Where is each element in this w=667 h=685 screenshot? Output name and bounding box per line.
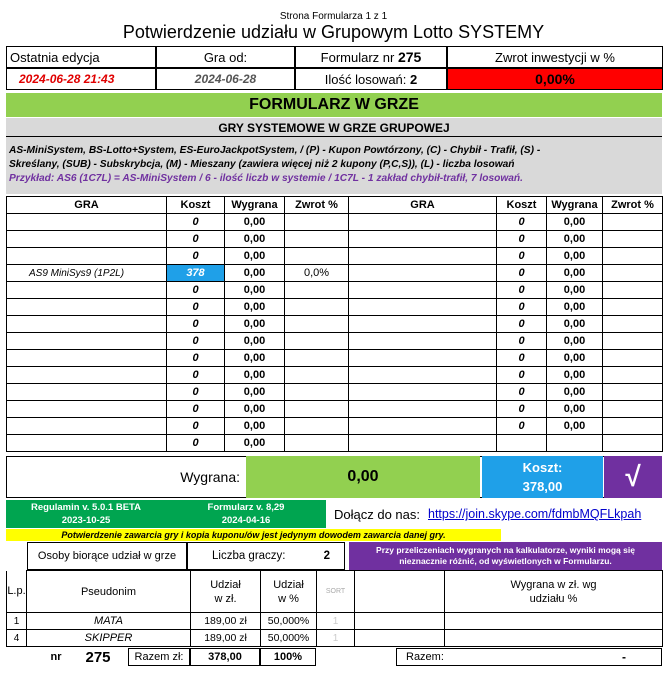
game-roi [285, 384, 349, 401]
game-win: 0,00 [547, 248, 603, 265]
game-cost: 0 [167, 418, 225, 435]
game-win: 0,00 [547, 333, 603, 350]
game-win: 0,00 [225, 418, 285, 435]
razem-zl-value: 378,00 [190, 648, 260, 666]
table-header-row [349, 197, 663, 214]
game-win: 0,00 [225, 299, 285, 316]
last-edit-value: 2024-06-28 21:43 [6, 68, 156, 90]
check-icon: √ [604, 456, 662, 498]
game-cost: 0 [167, 384, 225, 401]
games-table-left [6, 196, 349, 452]
table-row [349, 367, 663, 384]
table-row [7, 299, 349, 316]
players-label: Liczba graczy: [212, 550, 286, 562]
cost-box [482, 456, 603, 498]
game-from-value: 2024-06-28 [156, 68, 295, 90]
table-row [349, 418, 663, 435]
game-name [349, 384, 497, 401]
game-roi [603, 333, 663, 350]
game-cost: 0 [497, 265, 547, 282]
game-name [7, 214, 167, 231]
formularz-badge[interactable] [166, 500, 326, 528]
member-blank [355, 630, 445, 647]
table-row [7, 418, 349, 435]
game-cost: 0 [167, 333, 225, 350]
game-cost: 0 [167, 435, 225, 452]
game-name [349, 231, 497, 248]
game-roi [285, 282, 349, 299]
game-win: 0,00 [547, 384, 603, 401]
nr-label: nr [50, 651, 62, 663]
member-share-zl: 189,00 zł [191, 630, 261, 647]
game-roi [285, 299, 349, 316]
formularz-line-1: Formularz v. 8,29 [207, 502, 285, 513]
page-title: Potwierdzenie udziału w Grupowym Lotto SYSTEMY [122, 21, 545, 42]
razem-zl-label: Razem zł: [128, 648, 190, 666]
section-title: GRY SYSTEMOWE W GRZE GRUPOWEJ [6, 119, 662, 137]
game-cost: 0 [167, 299, 225, 316]
persons-label: Osoby biorące udział w grze [27, 542, 187, 570]
legend-example: Przykład: AS6 (1C7L) = AS-MiniSystem / 6 - ilość liczb w systemie / 1C7L - 1 zakład chybił-trafił, 7 losowań. [9, 173, 523, 184]
table-row [7, 401, 349, 418]
game-name [7, 418, 167, 435]
header-pseudonim: Pseudonim [27, 571, 191, 613]
game-roi [603, 350, 663, 367]
game-roi [603, 299, 663, 316]
game-win: 0,00 [547, 316, 603, 333]
legend-line-1: AS-MiniSystem, BS-Lotto+System, ES-EuroJackpotSystem, / (P) - Kupon Powtórzony, (C) - Chybił - Trafił, (S) - [9, 145, 541, 156]
game-win: 0,00 [225, 214, 285, 231]
draws-cell [295, 68, 447, 90]
game-win: 0,00 [225, 367, 285, 384]
win-label: Wygrana: [180, 469, 240, 485]
game-name [349, 265, 497, 282]
game-roi [603, 248, 663, 265]
game-roi [603, 316, 663, 333]
last-edit-label: Ostatnia edycja [6, 46, 156, 68]
game-name [7, 367, 167, 384]
game-win: 0,00 [547, 282, 603, 299]
game-cost: 378 [167, 265, 225, 282]
members-table [6, 570, 663, 647]
table-row [349, 401, 663, 418]
table-row [7, 435, 349, 452]
form-nr-label: Formularz nr [320, 49, 395, 65]
table-row [349, 333, 663, 350]
table-row [7, 282, 349, 299]
game-name [349, 418, 497, 435]
table-row-empty [349, 435, 663, 452]
game-cost: 0 [497, 316, 547, 333]
game-name [349, 282, 497, 299]
join-label: Dołącz do nas: [334, 506, 420, 522]
game-cost: 0 [167, 282, 225, 299]
game-cost: 0 [497, 367, 547, 384]
member-win [445, 613, 663, 630]
roi-label: Zwrot inwestycji w % [447, 46, 663, 68]
member-sort: 1 [317, 630, 355, 647]
draws-label: Ilość losowań: [324, 71, 407, 87]
game-cost: 0 [167, 367, 225, 384]
razem-value: - [622, 650, 626, 664]
game-cost: 0 [497, 333, 547, 350]
game-name [349, 401, 497, 418]
header-wygrana: Wygrana [225, 197, 285, 214]
roi-value: 0,00% [447, 68, 663, 90]
game-name [7, 350, 167, 367]
member-row [7, 613, 663, 630]
razem-label: Razem: [406, 651, 444, 663]
empty-cell [349, 435, 497, 452]
legend-text [9, 144, 661, 186]
game-win: 0,00 [225, 316, 285, 333]
header-gra: GRA [349, 197, 497, 214]
game-name [349, 214, 497, 231]
game-name: AS9 MiniSys9 (1P2L) [7, 265, 167, 282]
draws-value: 2 [410, 71, 418, 87]
game-from-label: Gra od: [156, 46, 295, 68]
table-row [349, 299, 663, 316]
game-name [7, 316, 167, 333]
table-row [349, 231, 663, 248]
game-roi [603, 265, 663, 282]
game-roi [603, 367, 663, 384]
header-lp: L.p. [7, 571, 27, 613]
status-banner: FORMULARZ W GRZE [6, 93, 662, 117]
game-cost: 0 [497, 248, 547, 265]
games-table-right [348, 196, 663, 452]
game-win: 0,00 [225, 248, 285, 265]
game-cost: 0 [167, 316, 225, 333]
game-roi [603, 401, 663, 418]
game-win: 0,00 [225, 435, 285, 452]
game-roi [285, 248, 349, 265]
cost-value: 378,00 [522, 478, 563, 494]
nr-value: 275 [85, 648, 111, 666]
form-nr-value: 275 [397, 49, 422, 65]
game-roi [285, 316, 349, 333]
game-name [349, 367, 497, 384]
member-pseudonim: MATA [27, 613, 191, 630]
member-win [445, 630, 663, 647]
page-subtitle: Strona Formularza 1 z 1 [279, 10, 388, 22]
table-row [349, 350, 663, 367]
game-name [7, 401, 167, 418]
game-win: 0,00 [225, 350, 285, 367]
game-name [349, 316, 497, 333]
member-share-zl: 189,00 zł [191, 613, 261, 630]
game-roi [285, 418, 349, 435]
join-link[interactable]: https://join.skype.com/fdmbMQFLkpah [428, 507, 642, 521]
header-koszt: Koszt [497, 197, 547, 214]
game-name [7, 282, 167, 299]
game-cost: 0 [497, 231, 547, 248]
header-sort[interactable]: SORT [317, 571, 355, 613]
game-win: 0,00 [547, 299, 603, 316]
legend-line-2: Skreślany, (SUB) - Subskrybcja, (M) - Mieszany (zawiera więcej niż 2 kupony (P,C,S)), (L) - liczba losowań [9, 159, 515, 170]
game-cost: 0 [497, 384, 547, 401]
game-win: 0,00 [547, 367, 603, 384]
game-roi [285, 350, 349, 367]
formularz-line-2: 2024-04-16 [221, 515, 271, 526]
member-share-pct: 50,000% [261, 630, 317, 647]
game-name [349, 333, 497, 350]
game-win: 0,00 [225, 282, 285, 299]
table-row [7, 231, 349, 248]
table-row [349, 265, 663, 282]
game-name [7, 231, 167, 248]
table-row [7, 265, 349, 282]
game-win: 0,00 [547, 350, 603, 367]
game-name [349, 299, 497, 316]
table-row [7, 316, 349, 333]
header-wygrana: Wygrana w zł. wg udziału % [445, 571, 663, 613]
regulamin-line-1: Regulamin v. 5.0.1 BETA [31, 502, 141, 513]
game-cost: 0 [167, 248, 225, 265]
game-cost: 0 [497, 214, 547, 231]
member-blank [355, 613, 445, 630]
member-share-pct: 50,000% [261, 613, 317, 630]
regulamin-line-2: 2023-10-25 [61, 515, 111, 526]
table-row [349, 384, 663, 401]
header-blank [355, 571, 445, 613]
players-cell [187, 542, 345, 570]
table-row [349, 248, 663, 265]
game-name [7, 435, 167, 452]
game-cost: 0 [167, 231, 225, 248]
table-row [7, 350, 349, 367]
empty-cell [497, 435, 547, 452]
header-zwrot: Zwrot % [603, 197, 663, 214]
game-name [7, 299, 167, 316]
game-win: 0,00 [547, 214, 603, 231]
game-roi [285, 231, 349, 248]
table-row [7, 367, 349, 384]
game-win: 0,00 [225, 384, 285, 401]
game-cost: 0 [497, 418, 547, 435]
member-sort: 1 [317, 613, 355, 630]
empty-cell [603, 435, 663, 452]
game-cost: 0 [167, 350, 225, 367]
game-cost: 0 [167, 401, 225, 418]
game-roi [603, 384, 663, 401]
game-cost: 0 [497, 401, 547, 418]
players-value: 2 [323, 550, 330, 562]
header-udzial-zl: Udział w zł. [191, 571, 261, 613]
table-row [7, 384, 349, 401]
table-row [7, 214, 349, 231]
table-row [7, 333, 349, 350]
table-row [7, 248, 349, 265]
member-lp: 1 [7, 613, 27, 630]
game-name [349, 248, 497, 265]
game-roi [285, 333, 349, 350]
header-koszt: Koszt [167, 197, 225, 214]
game-win: 0,00 [225, 231, 285, 248]
table-header-row [7, 197, 349, 214]
game-win: 0,00 [547, 265, 603, 282]
member-row [7, 630, 663, 647]
razem-pct-value: 100% [260, 648, 316, 666]
game-roi [285, 367, 349, 384]
game-cost: 0 [497, 299, 547, 316]
game-cost: 0 [167, 214, 225, 231]
game-win: 0,00 [547, 231, 603, 248]
game-win: 0,00 [225, 401, 285, 418]
game-name [349, 350, 497, 367]
game-roi: 0,0% [285, 265, 349, 282]
empty-cell [547, 435, 603, 452]
game-roi [285, 401, 349, 418]
table-row [349, 282, 663, 299]
game-win: 0,00 [547, 418, 603, 435]
form-nr-cell [295, 46, 447, 68]
game-name [7, 384, 167, 401]
game-roi [285, 214, 349, 231]
game-cost: 0 [497, 350, 547, 367]
notice-banner: Potwierdzenie zawarcia gry i kopia kuponu/ów jest jedynym dowodem zawarcia danej gry. [6, 529, 501, 541]
game-roi [603, 231, 663, 248]
game-cost: 0 [497, 282, 547, 299]
table-row [349, 214, 663, 231]
member-lp: 4 [7, 630, 27, 647]
regulamin-badge[interactable] [6, 500, 166, 528]
totals-row [6, 646, 662, 668]
header-gra: GRA [7, 197, 167, 214]
game-win: 0,00 [225, 265, 285, 282]
game-roi [285, 435, 349, 452]
header-zwrot: Zwrot % [285, 197, 349, 214]
game-roi [603, 214, 663, 231]
member-pseudonim: SKIPPER [27, 630, 191, 647]
header-udzial-pct: Udział w % [261, 571, 317, 613]
game-roi [603, 282, 663, 299]
calc-note: Przy przeliczeniach wygranych na kalkulatorze, wyniki mogą się nieznacznie różnić, od wyświetlonych w Formularzu. [349, 542, 662, 570]
game-name [7, 248, 167, 265]
win-value: 0,00 [246, 456, 480, 498]
game-win: 0,00 [225, 333, 285, 350]
game-win: 0,00 [547, 401, 603, 418]
game-name [7, 333, 167, 350]
table-row [349, 316, 663, 333]
cost-label: Koszt: [522, 459, 563, 475]
header-wygrana: Wygrana [547, 197, 603, 214]
game-roi [603, 418, 663, 435]
